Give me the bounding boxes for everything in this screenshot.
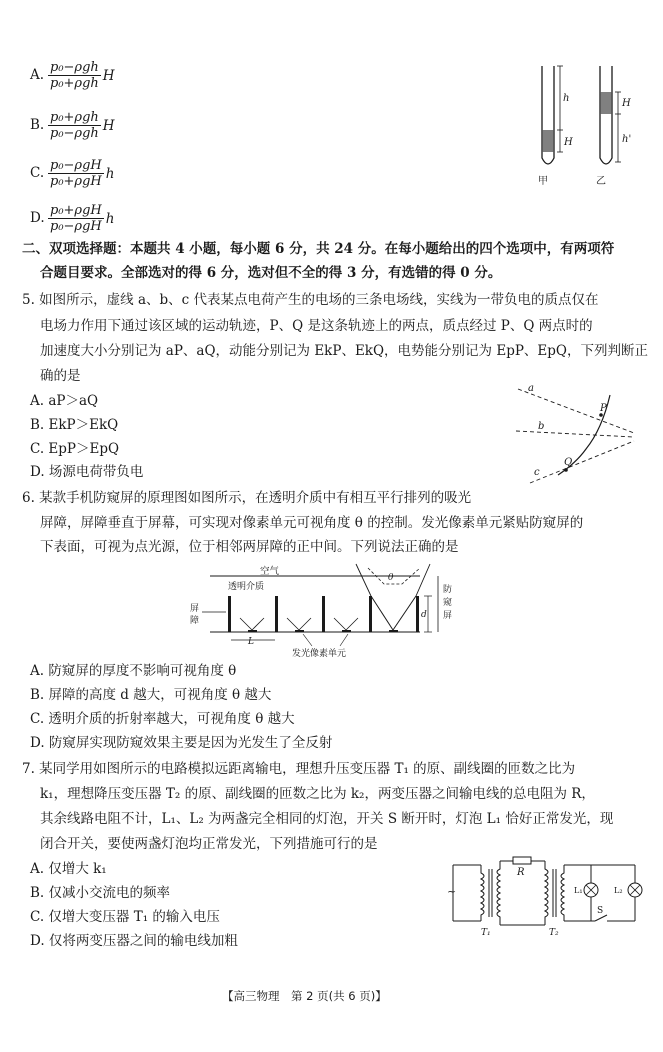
q6-fig-medium: 透明介质 bbox=[228, 582, 265, 592]
q6-line-1: 6. 某款手机防窥屏的原理图如图所示，在透明介质中有相互平行排列的吸光 bbox=[22, 490, 472, 506]
q4-option-denominator: p₀+ρgH bbox=[50, 174, 102, 189]
q4-option-factor: h bbox=[105, 210, 115, 227]
q4-option-factor: H bbox=[102, 67, 115, 84]
tube-right-H-label: H bbox=[622, 98, 631, 109]
q4-option-label: B. bbox=[30, 117, 45, 133]
q5-line-1: 5. 如图所示，虚线 a、b、c 代表某点电荷产生的电场的三条电场线，实线为一带负电的质点仅在 bbox=[22, 292, 599, 308]
q4-option-fraction bbox=[48, 158, 104, 189]
q4-option-factor: H bbox=[102, 117, 115, 134]
q4-option-denominator: p₀−ρgh bbox=[50, 126, 99, 141]
q4-option-label: A. bbox=[30, 67, 45, 83]
tubes-figure bbox=[530, 58, 640, 188]
q4-option-numerator: p₀+ρgH bbox=[50, 203, 102, 218]
q7-fig-L1: L₁ bbox=[574, 886, 583, 895]
q5-option-a: A. aP＞aQ bbox=[30, 393, 99, 409]
q4-option-fraction bbox=[48, 203, 104, 234]
q7-line-1: 7. 某同学用如图所示的电路模拟远距离输电，理想升压变压器 T₁ 的原、副线圈的匝数之比为 bbox=[22, 761, 576, 777]
tube-right-name: 乙 bbox=[596, 176, 606, 187]
q5-fig-label-b: b bbox=[538, 421, 545, 432]
q7-line-4: 闭合开关，要使两盏灯泡均正常发光，下列措施可行的是 bbox=[40, 836, 378, 852]
q4-option-d bbox=[30, 203, 114, 234]
q4-option-b bbox=[30, 110, 115, 141]
q7-fig-source: ~ bbox=[447, 885, 457, 898]
q5-option-c: C. EpP＞EpQ bbox=[30, 441, 120, 457]
q7-option-b: B. 仅减小交流电的频率 bbox=[30, 885, 171, 901]
q6-line-3: 下表面，可视为点光源，位于相邻两屏障的正中间。下列说法正确的是 bbox=[40, 539, 459, 555]
q4-option-numerator: p₀−ρgH bbox=[50, 158, 102, 173]
q6-fig-theta: θ bbox=[388, 573, 394, 583]
q5-fig-label-c: c bbox=[534, 467, 540, 478]
q5-option-b: B. EkP＞EkQ bbox=[30, 417, 119, 433]
q7-line-3: 其余线路电阻不计，L₁、L₂ 为两盏完全相同的灯泡，开关 S 断开时，灯泡 L₁ 恰好正常发光，现 bbox=[40, 811, 614, 827]
q4-option-fraction bbox=[48, 60, 101, 91]
q4-option-label: C. bbox=[30, 165, 45, 181]
q4-option-numerator: p₀+ρgh bbox=[50, 110, 99, 125]
q4-option-factor: h bbox=[105, 165, 115, 182]
q7-option-c: C. 仅增大变压器 T₁ 的输入电压 bbox=[30, 909, 220, 925]
q6-fig-L: L bbox=[248, 637, 254, 647]
q5-option-d: D. 场源电荷带负电 bbox=[30, 464, 144, 480]
section2-line1: 二、双项选择题：本题共 4 小题，每小题 6 分，共 24 分。在每小题给出的四个选项中，有两项符 bbox=[22, 241, 615, 257]
q7-circuit-figure bbox=[445, 855, 645, 937]
q4-option-label: D. bbox=[30, 210, 45, 226]
q7-option-a: A. 仅增大 k₁ bbox=[30, 861, 107, 877]
q6-line-2: 屏障，屏障垂直于屏幕，可实现对像素单元可视角度 θ 的控制。发光像素单元紧贴防窥屏的 bbox=[40, 515, 584, 531]
q6-fig-side-2: 窥 bbox=[443, 598, 453, 608]
q5-line-4: 确的是 bbox=[40, 368, 81, 384]
q7-option-d: D. 仅将两变压器之间的输电线加粗 bbox=[30, 933, 238, 949]
q6-fig-side-3: 屏 bbox=[443, 611, 453, 621]
q6-fig-side-1: 防 bbox=[443, 585, 453, 595]
q7-fig-T1: T₁ bbox=[481, 928, 491, 938]
q5-field-figure bbox=[510, 385, 640, 490]
q6-option-d: D. 防窥屏实现防窥效果主要是因为光发生了全反射 bbox=[30, 735, 333, 751]
tube-left-H-label: H bbox=[564, 137, 573, 148]
q5-line-2: 电场力作用下通过该区域的运动轨迹，P、Q 是这条轨迹上的两点，质点经过 P、Q 两点时的 bbox=[40, 318, 593, 334]
q5-fig-label-a: a bbox=[528, 383, 534, 394]
tube-left-name: 甲 bbox=[538, 176, 548, 187]
tube-right-h-label: h' bbox=[622, 134, 632, 145]
q5-fig-label-Q: Q bbox=[564, 457, 573, 468]
q6-privacy-screen-figure bbox=[180, 560, 470, 660]
q6-option-c: C. 透明介质的折射率越大，可视角度 θ 越大 bbox=[30, 711, 295, 727]
q6-fig-pixel-label: 发光像素单元 bbox=[292, 649, 347, 659]
q4-option-c bbox=[30, 158, 114, 189]
q6-fig-air: 空气 bbox=[260, 566, 280, 577]
q4-option-denominator: p₀+ρgh bbox=[50, 76, 99, 91]
q7-line-2: k₁，理想降压变压器 T₂ 的原、副线圈的匝数之比为 k₂，两变压器之间输电线的总电阻为 R， bbox=[40, 786, 595, 802]
q4-option-numerator: p₀−ρgh bbox=[50, 60, 99, 75]
q5-line-3: 加速度大小分别记为 aP、aQ，动能分别记为 EkP、EkQ，电势能分别记为 EpP、EpQ，下列判断正 bbox=[40, 343, 648, 359]
q4-option-a bbox=[30, 60, 115, 91]
tube-left-h-label: h bbox=[563, 93, 570, 104]
q7-fig-L2: L₂ bbox=[614, 886, 623, 895]
q6-option-a: A. 防窥屏的厚度不影响可视角度 θ bbox=[30, 663, 237, 679]
q6-option-b: B. 屏障的高度 d 越大，可视角度 θ 越大 bbox=[30, 687, 272, 703]
q7-fig-T2: T₂ bbox=[549, 928, 559, 938]
q4-option-denominator: p₀−ρgH bbox=[50, 219, 102, 234]
q4-option-fraction bbox=[48, 110, 101, 141]
section2-line2: 合题目要求。全部选对的得 6 分，选对但不全的得 3 分，有选错的得 0 分。 bbox=[40, 265, 502, 281]
q6-fig-d: d bbox=[421, 610, 427, 620]
page-footer: 【高三物理 第 2 页(共 6 页)】 bbox=[222, 989, 387, 1003]
q6-fig-barrier-2: 障 bbox=[190, 616, 200, 626]
q7-fig-S: S bbox=[597, 906, 604, 916]
q7-fig-R: R bbox=[517, 867, 525, 878]
q6-fig-barrier-1: 屏 bbox=[190, 604, 200, 614]
q5-fig-label-P: P bbox=[600, 403, 607, 414]
